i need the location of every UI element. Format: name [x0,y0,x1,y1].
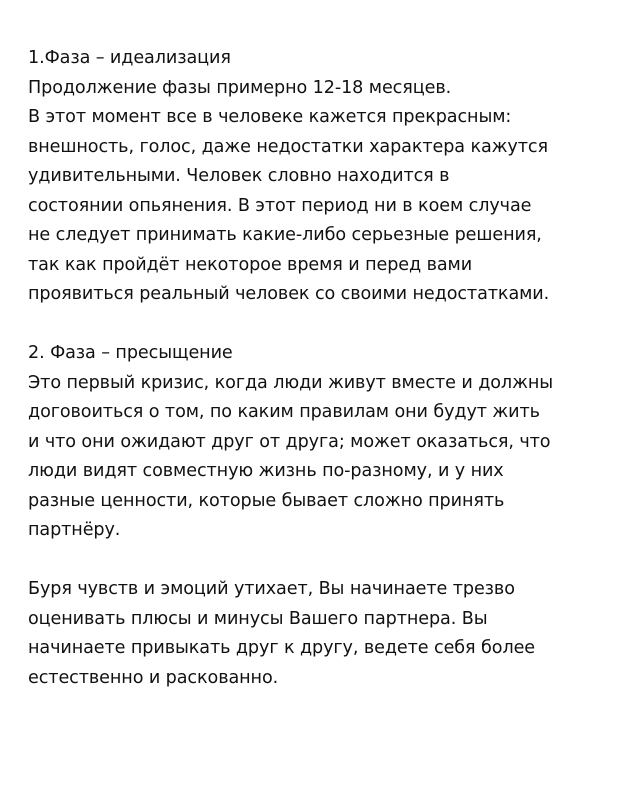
text-line: начинаете привыкать друг к другу, ведете себя более [28,638,536,658]
document-page [28,44,628,693]
text-line: проявиться реальный человек со своими недостатками. [28,284,550,304]
section-heading: 1.Фаза – идеализация [28,48,231,68]
text-line: Продолжение фазы примерно 12-18 месяцев. [28,77,452,98]
section-phase-1 [28,44,628,310]
text-line: так как пройдёт некоторое время и перед вами [28,254,473,275]
section-heading: 2. Фаза – пресыщение [28,343,233,363]
text-line: и что они ожидают друг от друга; может оказаться, что [28,431,551,452]
text-line: партнёру. [28,520,121,540]
section-phase-2 [28,339,628,546]
text-line: внешность, голос, даже недостатки характера кажутся [28,136,548,157]
text-line: состоянии опьянения. В этот период ни в коем случае [28,195,532,216]
text-line: удивительными. Человек словно находится в [28,166,450,186]
text-line: люди видят совместную жизнь по-разному, и у них [28,461,504,481]
text-line: Буря чувств и эмоций утихает, Вы начинаете трезво [28,579,515,599]
text-line: В этот момент все в человеке кажется прекрасным: [28,107,512,127]
text-line: не следует принимать какие-либо серьезные решения, [28,225,542,245]
text-line: разные ценности, которые бывает сложно принять [28,490,505,511]
text-line: оценивать плюсы и минусы Вашего партнера. Вы [28,608,488,629]
section-paragraph-3 [28,575,628,693]
text-line: Это первый кризис, когда люди живут вместе и должны [28,372,554,393]
text-line: естественно и раскованно. [28,667,279,688]
text-line: договоиться о том, по каким правилам они будут жить [28,402,540,422]
